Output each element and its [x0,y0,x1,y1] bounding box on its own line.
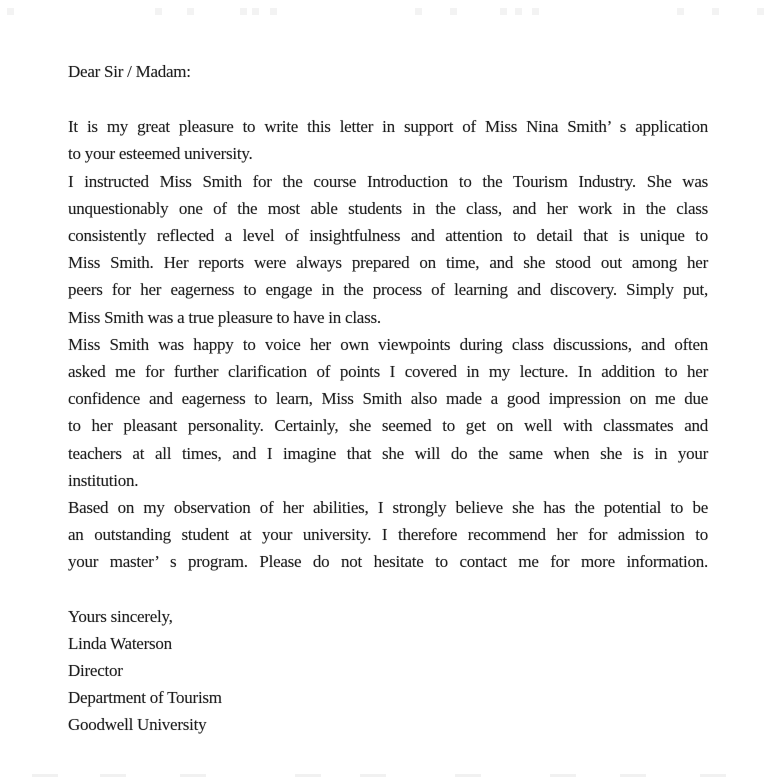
paragraph-line: Based on my observation of her abilities, I strongly believe she has the potential to be [68,498,708,518]
closing: Yours sincerely, [68,606,173,626]
scan-artifact [270,8,277,15]
paragraph-recommendation [68,494,708,576]
scan-artifact [180,774,206,777]
paragraph-line: peers for her eagerness to engage in the process of learning and discovery. Simply put, [68,280,708,300]
scan-artifact [360,774,386,777]
scan-artifact [240,8,247,15]
paragraph-line: consistently reflected a level of insightfulness and attention to detail that is unique to [68,226,708,246]
paragraph-coursework [68,168,708,331]
signer-university: Goodwell University [68,715,207,735]
paragraph-line: your master’ s program. Please do not hesitate to contact me for more information. [68,552,708,572]
paragraph-line: an outstanding student at your university. I therefore recommend her for admission to [68,525,708,545]
scan-artifact [500,8,507,15]
scan-artifact [712,8,719,15]
scan-artifact [700,774,726,777]
scan-artifact [7,8,14,15]
paragraph-line: Miss Smith was a true pleasure to have in class. [68,307,381,327]
paragraph-intro [68,113,708,167]
scan-artifact [455,774,481,777]
paragraph-personality [68,331,708,494]
scan-artifact [550,774,576,777]
paragraph-line: It is my great pleasure to write this letter in support of Miss Nina Smith’ s application [68,117,708,137]
signer-department: Department of Tourism [68,688,222,708]
scan-artifact [295,774,321,777]
salutation: Dear Sir / Madam: [68,62,191,81]
paragraph-line: asked me for further clarification of points I covered in my lecture. In addition to her [68,362,708,382]
scan-artifact [252,8,259,15]
scan-artifact [155,8,162,15]
paragraph-line: Miss Smith. Her reports were always prepared on time, and she stood out among her [68,253,708,273]
paragraph-line: Miss Smith was happy to voice her own viewpoints during class discussions, and often [68,334,708,354]
scan-artifact [515,8,522,15]
paragraph-line: to your esteemed university. [68,144,253,164]
signer-name: Linda Waterson [68,633,172,653]
signer-title: Director [68,661,123,681]
paragraph-line: I instructed Miss Smith for the course Introduction to the Tourism Industry. She was [68,171,708,191]
scan-artifact [532,8,539,15]
paragraph-line: confidence and eagerness to learn, Miss Smith also made a good impression on me due [68,389,708,409]
paragraph-line: teachers at all times, and I imagine that she will do the same when she is in your [68,443,708,463]
signature-block [68,603,708,739]
paragraph-line: unquestionably one of the most able students in the class, and her work in the class [68,198,708,218]
scan-artifact [415,8,422,15]
scan-artifact [677,8,684,15]
scan-artifact [100,774,126,777]
scan-artifact [187,8,194,15]
scan-artifact [620,774,646,777]
paragraph-line: to her pleasant personality. Certainly, she seemed to get on well with classmates and [68,416,708,436]
scan-artifact [757,8,764,15]
scan-artifact [450,8,457,15]
scan-artifact [32,774,58,777]
letter-body [68,58,708,739]
paragraph-line: institution. [68,470,139,490]
